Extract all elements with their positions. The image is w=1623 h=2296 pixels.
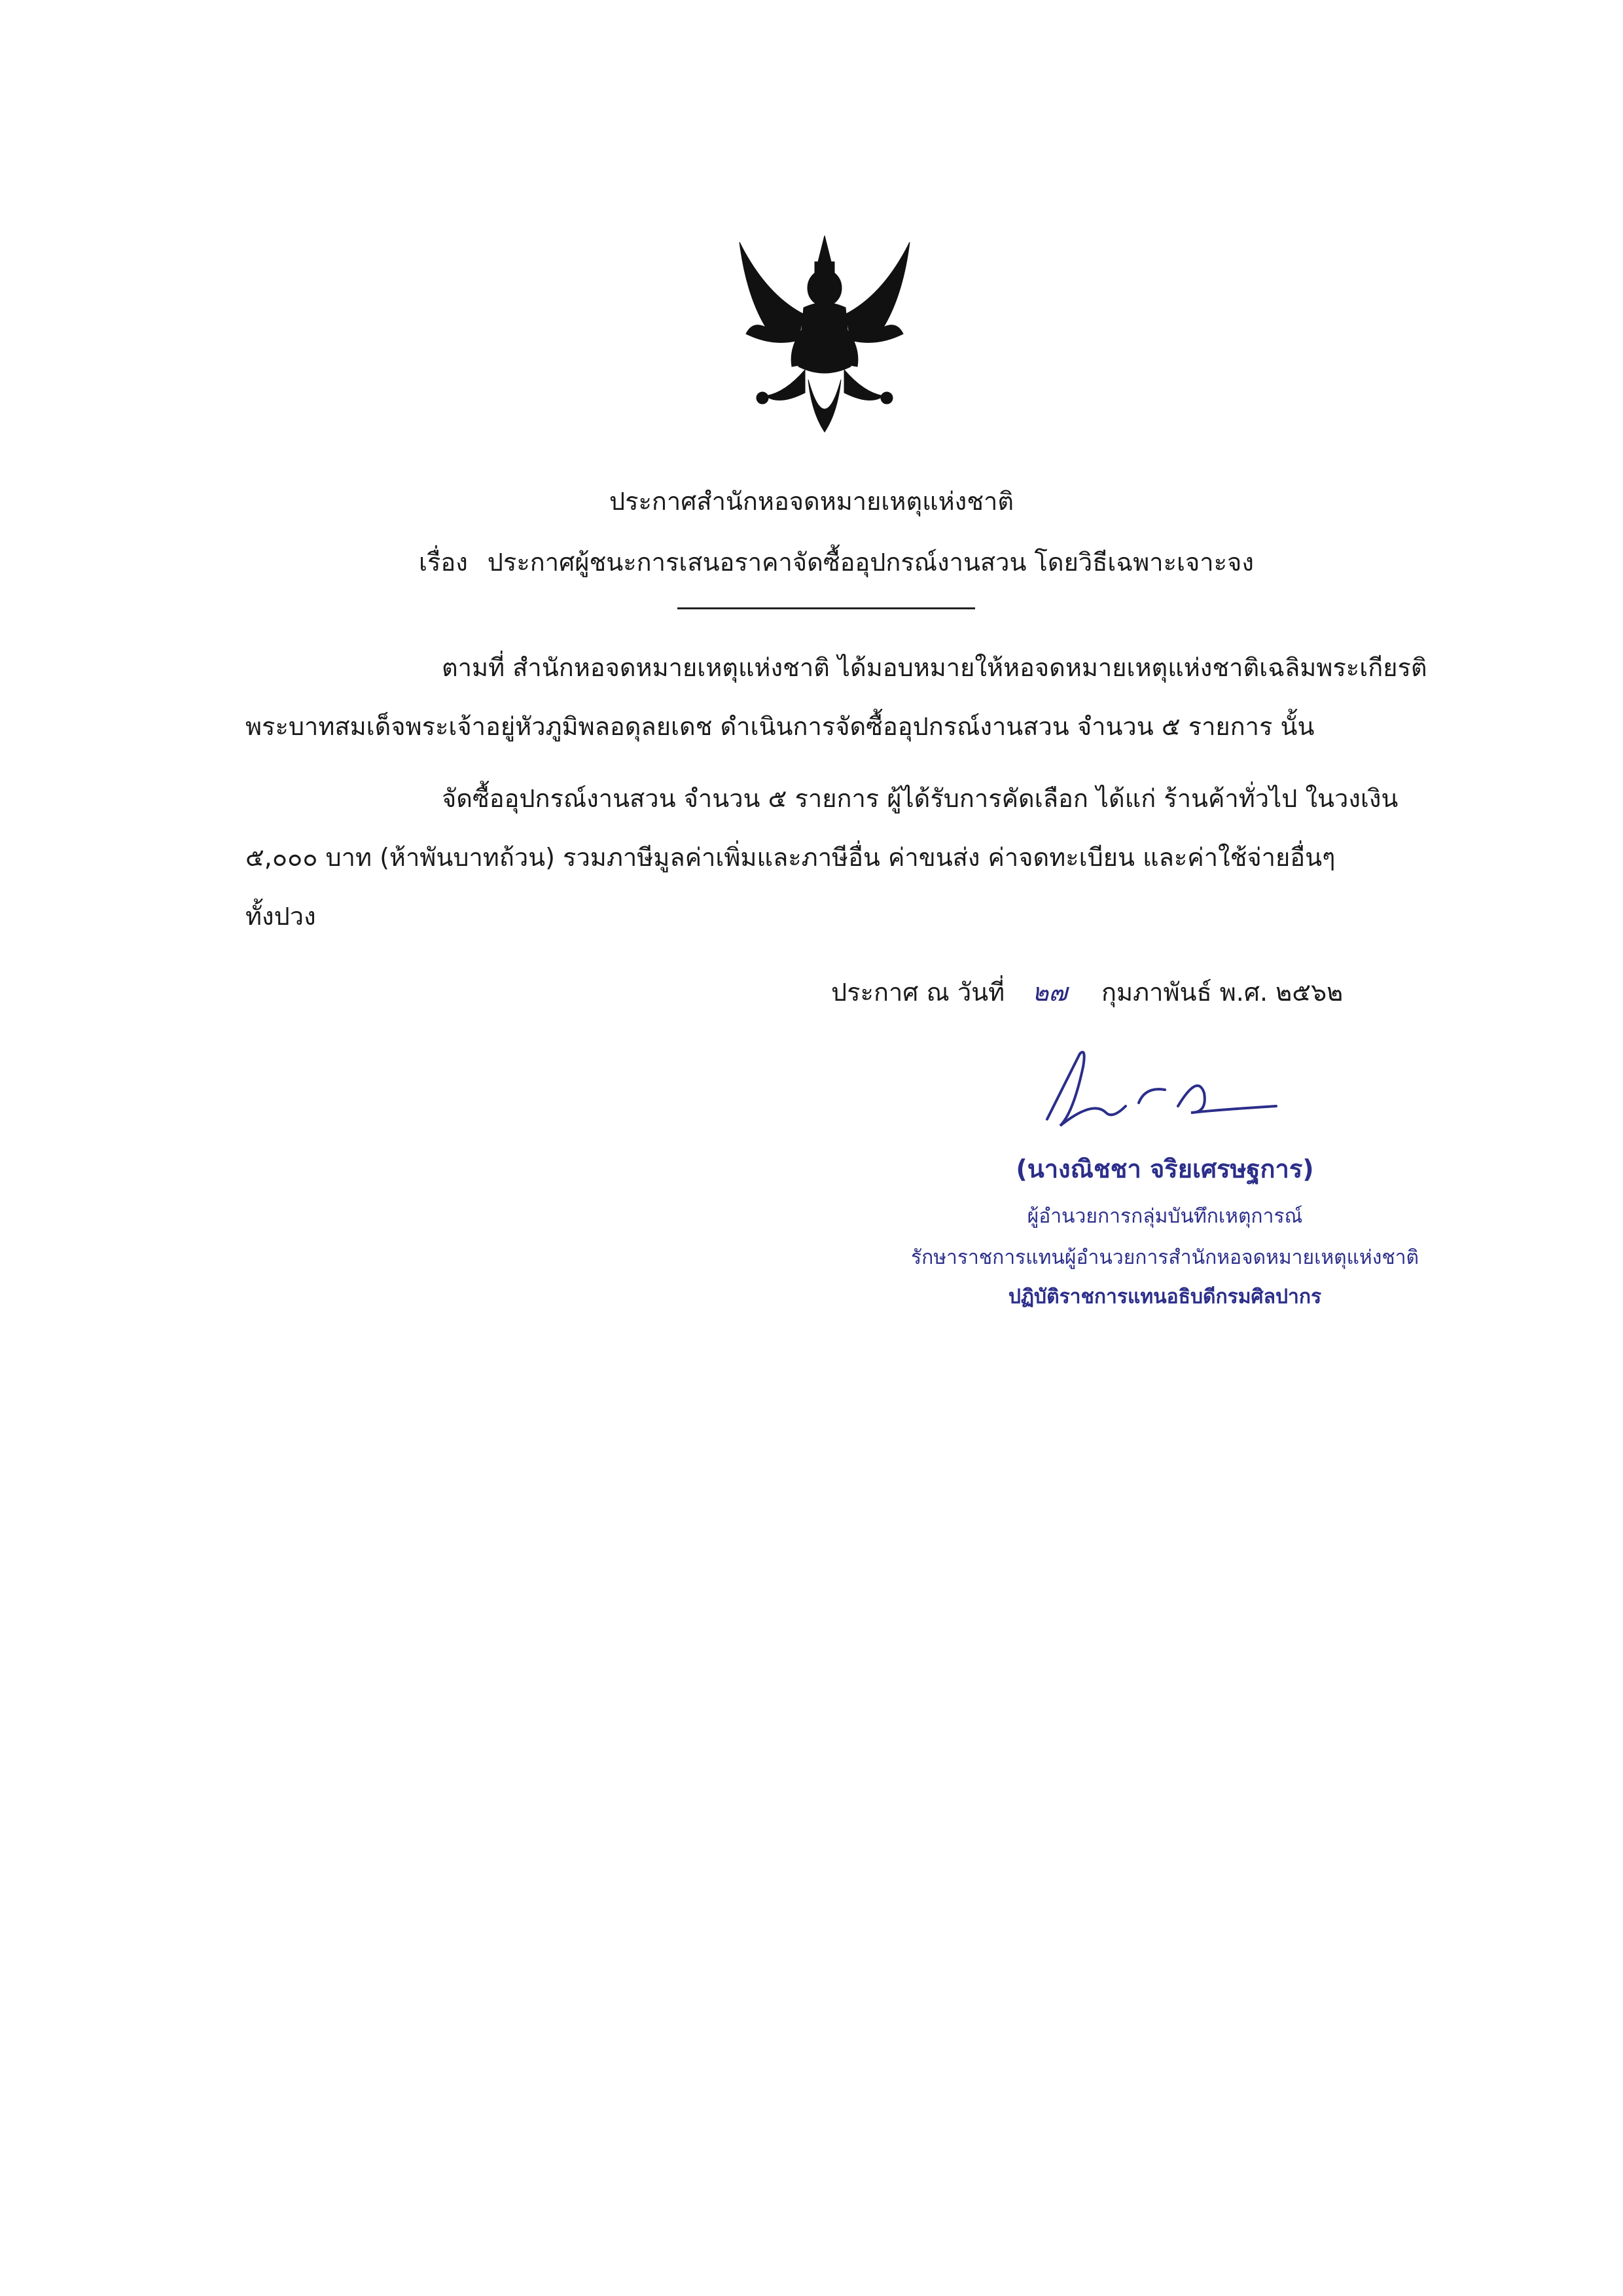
paragraph-2-line-3: ทั้งปวง	[245, 902, 316, 931]
announcement-subject	[419, 542, 1400, 582]
title-divider	[677, 607, 975, 609]
handwritten-signature	[1027, 1041, 1289, 1145]
garuda-emblem-icon	[726, 216, 923, 465]
paragraph-2-line-2: ๕,๐๐๐ บาท (ห้าพันบาทถ้วน) รวมภาษีมูลค่าเพิ่มและภาษีอื่น ค่าขนส่ง ค่าจดทะเบียน และค่าใช้จ่ายอื่นๆ	[245, 843, 1336, 872]
date-month-year: กุมภาพันธ์ พ.ศ. ๒๕๖๒	[1101, 978, 1344, 1007]
paragraph-1-line-2: พระบาทสมเด็จพระเจ้าอยู่หัวภูมิพลอดุลยเดช ดำเนินการจัดซื้ออุปกรณ์งานสวน จำนวน ๕ รายการ นั้น	[245, 712, 1315, 741]
date-prefix: ประกาศ ณ วันที่	[831, 978, 1005, 1007]
subject-text: ประกาศผู้ชนะการเสนอราคาจัดซื้ออุปกรณ์งานสวน โดยวิธีเฉพาะเจาะจง	[487, 548, 1254, 577]
signer-name: (นางณิชชา จริยเศรษฐการ)	[1016, 1155, 1314, 1183]
paragraph-1-line-1: ตามที่ สำนักหอจดหมายเหตุแห่งชาติ ได้มอบหมายให้หอจดหมายเหตุแห่งชาติเฉลิมพระเกียรติ	[442, 653, 1427, 682]
announcement-title: ประกาศสำนักหอจดหมายเหตุแห่งชาติ	[609, 487, 1014, 516]
announcement-date	[831, 972, 1343, 1012]
paragraph-2	[245, 769, 1469, 946]
signer-position-2: รักษาราชการแทนผู้อำนวยการสำนักหอจดหมายเหตุแห่งชาติ	[910, 1246, 1419, 1269]
signer-position-1: ผู้อำนวยการกลุ่มบันทึกเหตุการณ์	[1027, 1205, 1303, 1228]
subject-label: เรื่อง	[419, 548, 468, 577]
paragraph-1	[245, 638, 1469, 756]
date-day: ๒๗	[1032, 978, 1067, 1007]
paragraph-2-line-1: จัดซื้ออุปกรณ์งานสวน จำนวน ๕ รายการ ผู้ได้รับการคัดเลือก ได้แก่ ร้านค้าทั่วไป ในวงเงิน	[442, 784, 1399, 813]
signer-position-3: ปฏิบัติราชการแทนอธิบดีกรมศิลปากร	[1008, 1285, 1322, 1308]
